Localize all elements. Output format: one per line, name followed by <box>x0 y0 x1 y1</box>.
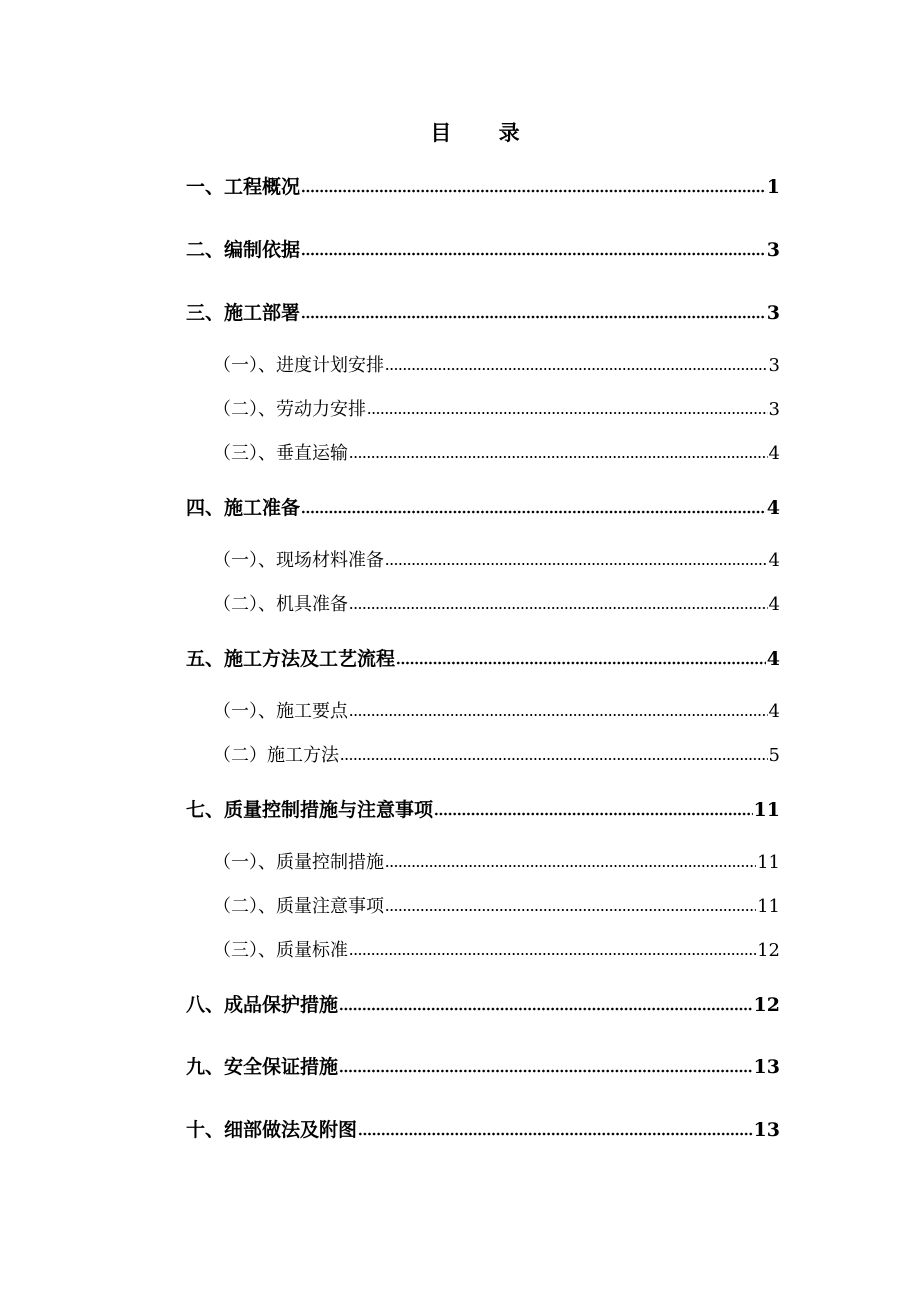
dot-leader <box>301 175 766 193</box>
toc-entry[interactable] <box>213 353 780 379</box>
dot-leader <box>340 743 768 761</box>
dot-leader <box>301 238 766 256</box>
toc-entry[interactable] <box>186 992 780 1018</box>
toc-entry-label: （一）、进度计划安排 <box>213 355 384 376</box>
toc-entry[interactable] <box>186 237 780 263</box>
toc-entry[interactable] <box>213 441 780 467</box>
toc-entry-page-number: 3 <box>766 302 780 324</box>
toc-entry-label: 五、施工方法及工艺流程 <box>186 648 396 670</box>
toc-entry-page-number: 13 <box>753 1119 780 1141</box>
toc-entry-label: （二）、质量注意事项 <box>213 896 384 917</box>
dot-leader <box>301 301 766 319</box>
toc-entry[interactable] <box>186 1117 780 1143</box>
dot-leader <box>349 938 756 956</box>
toc-entry[interactable] <box>186 495 780 521</box>
toc-entry-label: （二）、机具准备 <box>213 594 348 615</box>
toc-entry[interactable] <box>213 397 780 423</box>
dot-leader <box>358 1118 753 1136</box>
toc-entry[interactable] <box>186 1054 780 1080</box>
toc-entry-page-number: 12 <box>757 940 780 961</box>
toc-entry-label: 三、施工部署 <box>186 302 301 324</box>
toc-entry-page-number: 4 <box>768 443 780 464</box>
toc-entry[interactable] <box>186 300 780 326</box>
toc-entry[interactable] <box>186 646 780 672</box>
toc-entry-label: （三）、垂直运输 <box>213 443 348 464</box>
toc-entry[interactable] <box>213 894 780 920</box>
toc-entry[interactable] <box>186 797 780 823</box>
toc-entry[interactable] <box>213 548 780 574</box>
toc-entry-label: （一）、施工要点 <box>213 701 348 722</box>
toc-entry-label: （三）、质量标准 <box>213 940 348 961</box>
toc-entry-label: 七、质量控制措施与注意事项 <box>186 799 434 821</box>
toc-entry-label: 四、施工准备 <box>186 497 301 519</box>
toc-entry-page-number: 4 <box>766 648 780 670</box>
toc-title: 目 录 <box>430 120 540 145</box>
toc-entry-label: 九、安全保证措施 <box>186 1056 339 1078</box>
toc-entry[interactable] <box>213 850 780 876</box>
toc-entry-page-number: 4 <box>768 594 780 615</box>
toc-entry-label: 二、编制依据 <box>186 239 301 261</box>
toc-entry[interactable] <box>213 592 780 618</box>
dot-leader <box>434 798 753 816</box>
toc-entry-page-number: 4 <box>768 701 780 722</box>
toc-entry[interactable] <box>213 938 780 964</box>
toc-entry-page-number: 11 <box>757 852 780 873</box>
toc-entry-label: （二）施工方法 <box>213 745 339 766</box>
dot-leader <box>339 1055 753 1073</box>
dot-leader <box>385 894 756 912</box>
dot-leader <box>339 993 753 1011</box>
dot-leader <box>367 397 768 415</box>
toc-entry-label: 一、工程概况 <box>186 176 301 198</box>
toc-entry-page-number: 3 <box>766 239 780 261</box>
toc-entry-page-number: 1 <box>766 176 780 198</box>
toc-entry-page-number: 3 <box>768 399 780 420</box>
dot-leader <box>396 647 766 665</box>
toc-entry-page-number: 11 <box>753 799 780 821</box>
toc-entry-page-number: 5 <box>768 745 780 766</box>
dot-leader <box>349 441 768 459</box>
dot-leader <box>385 548 768 566</box>
dot-leader <box>385 353 768 371</box>
toc-entry-page-number: 3 <box>768 355 780 376</box>
dot-leader <box>301 496 766 514</box>
dot-leader <box>385 850 756 868</box>
toc-entry[interactable] <box>213 699 780 725</box>
toc-entry-label: （一）、质量控制措施 <box>213 852 384 873</box>
toc-entry-page-number: 4 <box>766 497 780 519</box>
toc-entry[interactable] <box>186 174 780 200</box>
toc-entry-label: 八、成品保护措施 <box>186 994 339 1016</box>
toc-entry-label: （二）、劳动力安排 <box>213 399 366 420</box>
toc-entry-page-number: 11 <box>757 896 780 917</box>
toc-entry-label: 十、细部做法及附图 <box>186 1119 358 1141</box>
toc-entry-page-number: 4 <box>768 550 780 571</box>
dot-leader <box>349 592 768 610</box>
toc-entry-page-number: 12 <box>753 994 780 1016</box>
toc-entry-page-number: 13 <box>753 1056 780 1078</box>
toc-entry-label: （一）、现场材料准备 <box>213 550 384 571</box>
toc-entry[interactable] <box>213 743 780 769</box>
dot-leader <box>349 699 768 717</box>
